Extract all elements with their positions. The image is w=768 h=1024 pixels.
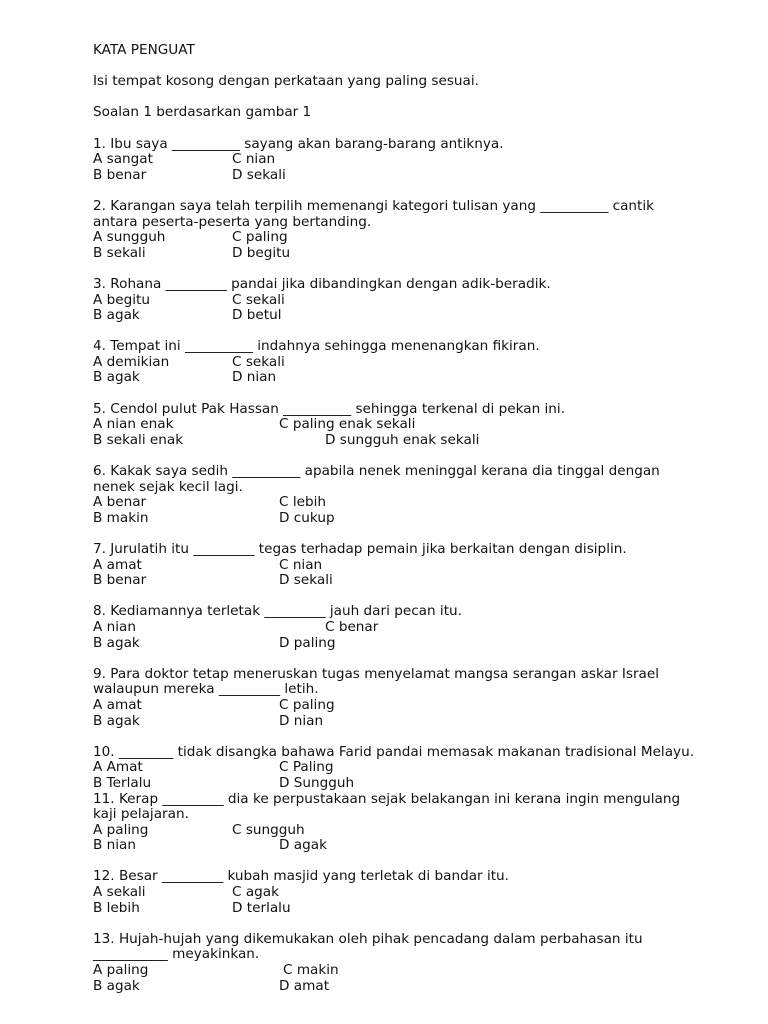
answer-option: B nian: [93, 837, 136, 854]
spacer: [93, 448, 743, 464]
answer-option: D sekali: [279, 572, 333, 589]
answer-option: B lebih: [93, 899, 140, 916]
answer-option: B Terlalu: [93, 774, 152, 791]
question-text: 9. Para doktor tetap meneruskan tugas menyelamat mangsa serangan askar Israel: [93, 665, 660, 682]
option-row: [93, 168, 743, 184]
answer-option: B sekali: [93, 244, 146, 261]
question-text: walaupun mereka _________ letih.: [93, 681, 319, 698]
option-row: [93, 620, 743, 636]
instruction: Isi tempat kosong dengan perkataan yang paling sesuai.: [93, 73, 479, 90]
answer-option: C paling: [279, 696, 335, 713]
answer-option: D sungguh enak sekali: [325, 431, 480, 448]
answer-option: D cukup: [279, 509, 335, 526]
question-text: 12. Besar _________ kubah masjid yang terletak di bandar itu.: [93, 868, 509, 885]
option-row: [93, 308, 743, 324]
question-text: 8. Kediamannya terletak _________ jauh dari pecan itu.: [93, 603, 462, 620]
answer-option: B makin: [93, 509, 149, 526]
option-row: [93, 979, 743, 995]
spacer: [93, 183, 743, 199]
answer-option: D nian: [232, 369, 277, 386]
spacer: [93, 651, 743, 667]
answer-option: C paling enak sekali: [279, 416, 416, 433]
option-row: [93, 433, 743, 449]
question-text: 5. Cendol pulut Pak Hassan __________ sehingga terkenal di pekan ini.: [93, 400, 566, 417]
spacer: [93, 261, 743, 277]
question-text: nenek sejak kecil lagi.: [93, 478, 243, 495]
worksheet-title: KATA PENGUAT: [93, 42, 195, 58]
answer-option: D Sungguh: [279, 774, 355, 791]
answer-option: B benar: [93, 166, 147, 183]
option-row: [93, 838, 743, 854]
question-text: 4. Tempat ini __________ indahnya sehingga menenangkan fikiran.: [93, 338, 540, 355]
answer-option: C sekali: [232, 353, 285, 370]
answer-option: D sekali: [232, 166, 286, 183]
option-row: [93, 823, 743, 839]
answer-option: C nian: [232, 151, 276, 168]
answer-option: A demikian: [93, 353, 170, 370]
answer-option: C makin: [283, 962, 339, 979]
answer-option: C agak: [232, 884, 279, 901]
option-row: [93, 355, 743, 371]
spacer: [93, 854, 743, 870]
answer-option: A paling: [93, 821, 149, 838]
answer-option: A sungguh: [93, 229, 166, 246]
answer-option: A sekali: [93, 884, 146, 901]
question-text: 13. Hujah-hujah yang dikemukakan oleh pihak pencadang dalam perbahasan itu: [93, 930, 643, 947]
answer-option: D amat: [279, 977, 330, 994]
option-row: [93, 901, 743, 917]
answer-option: C sekali: [232, 291, 285, 308]
answer-option: A sangat: [93, 151, 153, 168]
option-row: [93, 246, 743, 262]
spacer: [93, 526, 743, 542]
answer-option: B agak: [93, 712, 140, 729]
spacer: [93, 90, 743, 106]
spacer: [93, 589, 743, 605]
answer-option: D betul: [232, 307, 282, 324]
option-row: [93, 776, 743, 792]
question-text: 1. Ibu saya __________ sayang akan barang-barang antiknya.: [93, 135, 504, 152]
question-text: 11. Kerap _________ dia ke perpustakaan sejak belakangan ini kerana ingin mengulang: [93, 790, 681, 807]
answer-option: A amat: [93, 696, 142, 713]
answer-option: B agak: [93, 307, 140, 324]
option-row: [93, 152, 743, 168]
question-text: 7. Jurulatih itu _________ tegas terhadap pemain jika berkaitan dengan disiplin.: [93, 541, 627, 557]
answer-option: C Paling: [279, 759, 334, 776]
spacer: [93, 729, 743, 745]
option-row: [93, 495, 743, 511]
question-text: 2. Karangan saya telah terpilih memenangi kategori tulisan yang __________ cantik: [93, 197, 655, 214]
answer-option: D agak: [279, 837, 327, 854]
question-text: 6. Kakak saya sedih __________ apabila nenek meninggal kerana dia tinggal dengan: [93, 463, 660, 480]
spacer: [93, 121, 743, 137]
worksheet: [93, 43, 743, 994]
question-text: antara peserta-peserta yang bertanding.: [93, 213, 372, 230]
answer-option: C nian: [279, 556, 323, 573]
answer-option: D terlalu: [232, 899, 291, 916]
option-row: [93, 417, 743, 433]
answer-option: A Amat: [93, 759, 143, 776]
question-text: 10. ________ tidak disangka bahawa Farid pandai memasak makanan tradisional Melayu.: [93, 743, 695, 760]
question-text: kaji pelajaran.: [93, 806, 189, 823]
option-row: [93, 714, 743, 730]
question-list: [93, 137, 743, 995]
answer-option: D paling: [279, 634, 336, 651]
spacer: [93, 324, 743, 340]
option-row: [93, 511, 743, 527]
answer-option: B agak: [93, 977, 140, 994]
answer-option: B agak: [93, 369, 140, 386]
answer-option: A paling: [93, 962, 149, 979]
answer-option: A nian: [93, 618, 136, 635]
spacer: [93, 386, 743, 402]
option-row: [93, 230, 743, 246]
option-row: [93, 293, 743, 309]
option-row: [93, 698, 743, 714]
option-row: [93, 370, 743, 386]
question-text: ___________ meyakinkan.: [93, 946, 260, 963]
section-heading: Soalan 1 berdasarkan gambar 1: [93, 104, 312, 121]
answer-option: B sekali enak: [93, 431, 184, 448]
spacer: [93, 59, 743, 75]
answer-option: A begitu: [93, 291, 150, 308]
answer-option: B agak: [93, 634, 140, 651]
answer-option: A nian enak: [93, 416, 174, 433]
answer-option: A benar: [93, 494, 147, 511]
option-row: [93, 573, 743, 589]
answer-option: C paling: [232, 229, 288, 246]
option-row: [93, 885, 743, 901]
answer-option: C benar: [325, 618, 379, 635]
option-row: [93, 963, 743, 979]
answer-option: A amat: [93, 556, 142, 573]
answer-option: C lebih: [279, 494, 326, 511]
question-text: 3. Rohana _________ pandai jika dibandingkan dengan adik-beradik.: [93, 275, 551, 292]
option-row: [93, 636, 743, 652]
spacer: [93, 916, 743, 932]
option-row: [93, 558, 743, 574]
answer-option: D begitu: [232, 244, 291, 261]
option-row: [93, 760, 743, 776]
answer-option: B benar: [93, 572, 147, 589]
answer-option: D nian: [279, 712, 324, 729]
answer-option: C sungguh: [232, 821, 305, 838]
